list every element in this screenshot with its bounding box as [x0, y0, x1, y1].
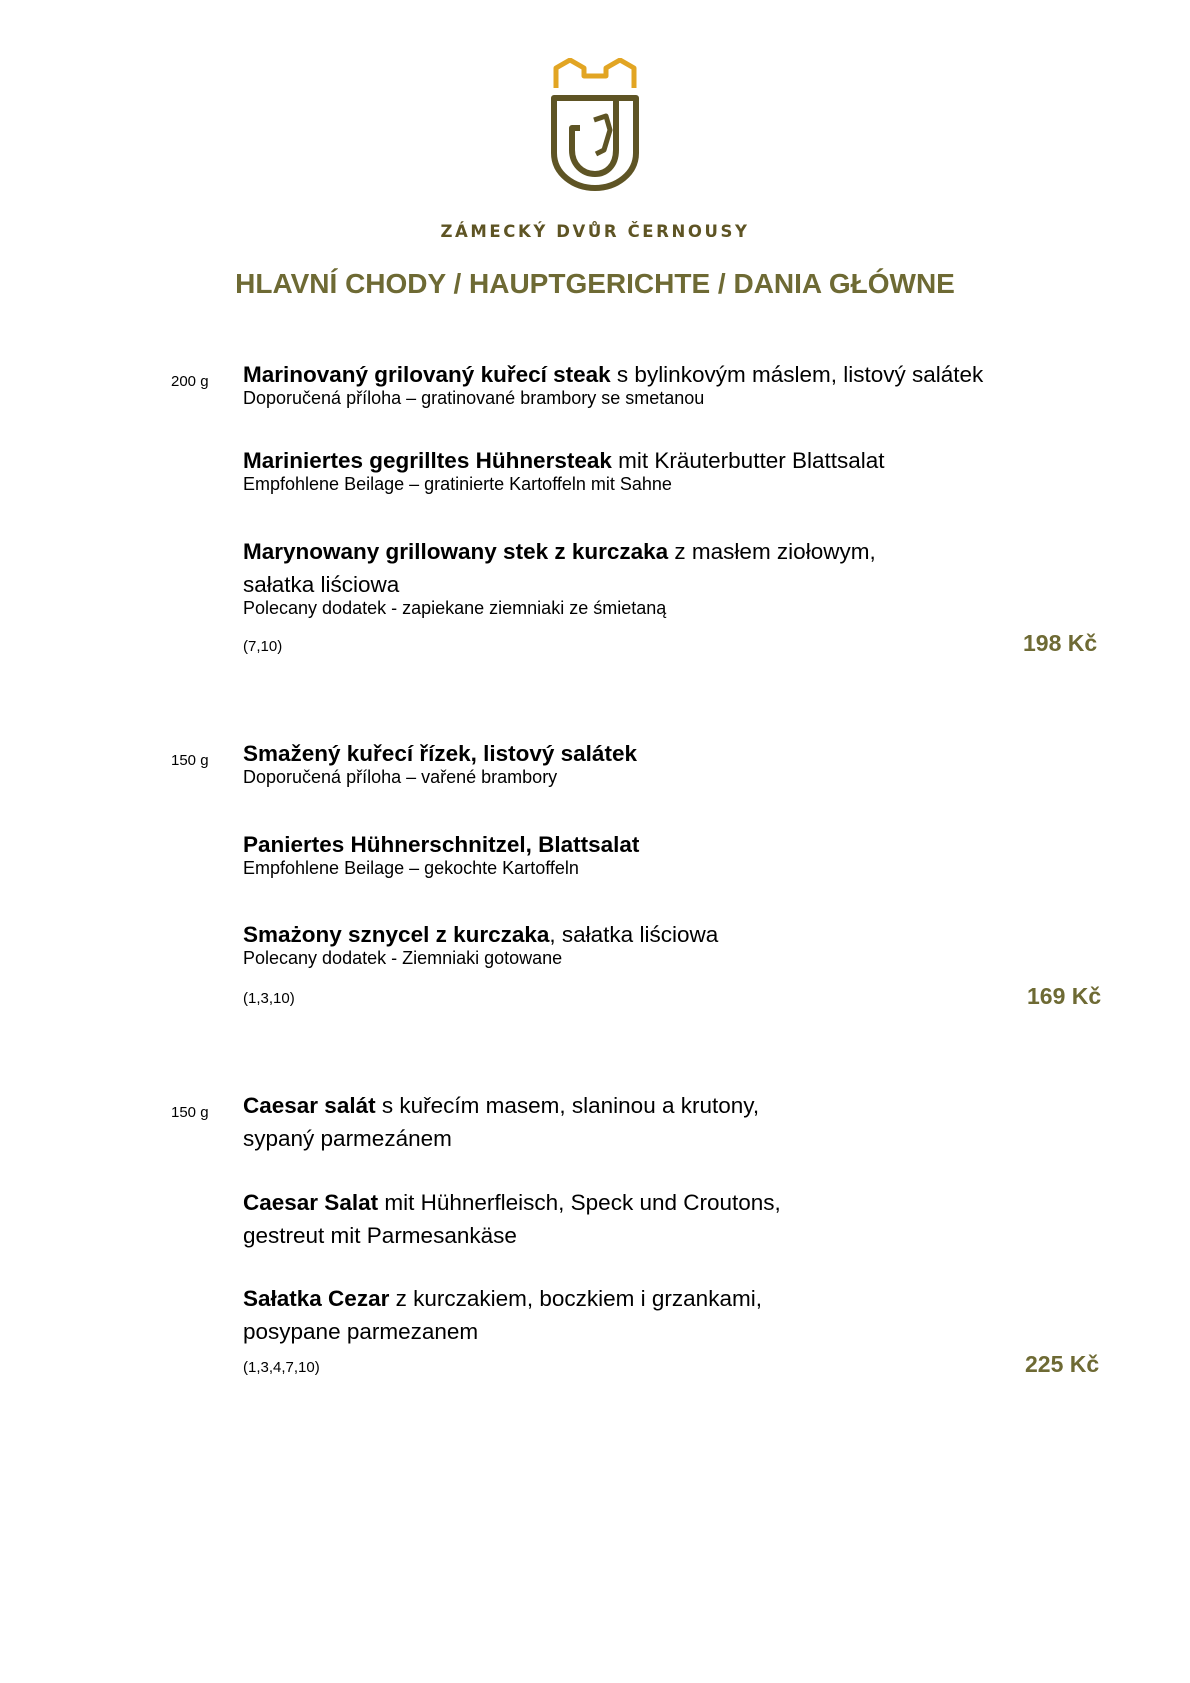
dish-description: , sałatka liściowa [549, 922, 719, 947]
dish-description: z masłem ziołowym, [668, 539, 876, 564]
dish-name-bold: Paniertes Hühnerschnitzel, Blattsalat [243, 832, 640, 857]
dish-side: Empfohlene Beilage – gratinierte Kartoffeln mit Sahne [243, 474, 672, 494]
dish-description-line2: posypane parmezanem [243, 1319, 479, 1344]
dish-price: 169 Kč [1027, 983, 1102, 1009]
dish-side: Polecany dodatek - Ziemniaki gotowane [243, 948, 563, 968]
dish-side: Empfohlene Beilage – gekochte Kartoffeln [243, 858, 579, 878]
dish-description: mit Kräuterbutter Blattsalat [611, 448, 885, 473]
castle-shield-horse-icon [550, 58, 640, 192]
dish-weight: 150 g [171, 752, 209, 769]
brand-name: ZÁMECKÝ DVŮR ČERNOUSY [440, 222, 750, 241]
dish-name-bold: Sałatka Cezar [243, 1286, 390, 1311]
allergens: (7,10) [243, 638, 283, 655]
dish-name-bold: Smažený kuřecí řízek, listový salátek [243, 741, 637, 766]
dish-side: Polecany dodatek - zapiekane ziemniaki ze śmietaną [243, 598, 667, 618]
dish-de [243, 444, 1103, 495]
page-title: HLAVNÍ CHODY / HAUPTGERICHTE / DANIA GŁÓWNE [235, 268, 955, 299]
allergens: (1,3,10) [243, 990, 295, 1007]
dish-description: mit Hühnerfleisch, Speck und Croutons, [378, 1190, 781, 1215]
dish-de [243, 828, 1103, 879]
dish-name-bold: Marinovaný grilovaný kuřecí steak [243, 362, 611, 387]
dish-weight: 200 g [171, 373, 209, 390]
allergens: (1,3,4,7,10) [243, 1359, 320, 1376]
dish-description: z kurczakiem, boczkiem i grzankami, [389, 1286, 762, 1311]
dish-price: 225 Kč [1025, 1351, 1100, 1377]
dish-side: Doporučená příloha – vařené brambory [243, 767, 558, 787]
dish-cz [243, 1089, 1103, 1155]
dish-name-bold: Caesar Salat [243, 1190, 379, 1215]
dish-cz [243, 358, 1103, 409]
dish-description-line2: sypaný parmezánem [243, 1126, 452, 1151]
dish-description-line2: sałatka liściowa [243, 572, 400, 597]
dish-cz [243, 737, 1103, 788]
logo [550, 58, 640, 192]
dish-de [243, 1186, 1103, 1252]
dish-weight: 150 g [171, 1104, 209, 1121]
dish-description: s kuřecím masem, slaninou a krutony, [375, 1093, 760, 1118]
dish-description: s bylinkovým máslem, listový salátek [610, 362, 984, 387]
dish-description-line2: gestreut mit Parmesankäse [243, 1223, 517, 1248]
dish-pl [243, 918, 1103, 969]
dish-side: Doporučená příloha – gratinované brambory se smetanou [243, 388, 705, 408]
dish-name-bold: Smażony sznycel z kurczaka [243, 922, 550, 947]
dish-pl [243, 1282, 1103, 1348]
dish-pl [243, 535, 1103, 619]
dish-name-bold: Mariniertes gegrilltes Hühnersteak [243, 448, 612, 473]
dish-price: 198 Kč [1023, 630, 1098, 656]
dish-name-bold: Caesar salát [243, 1093, 376, 1118]
dish-name-bold: Marynowany grillowany stek z kurczaka [243, 539, 669, 564]
